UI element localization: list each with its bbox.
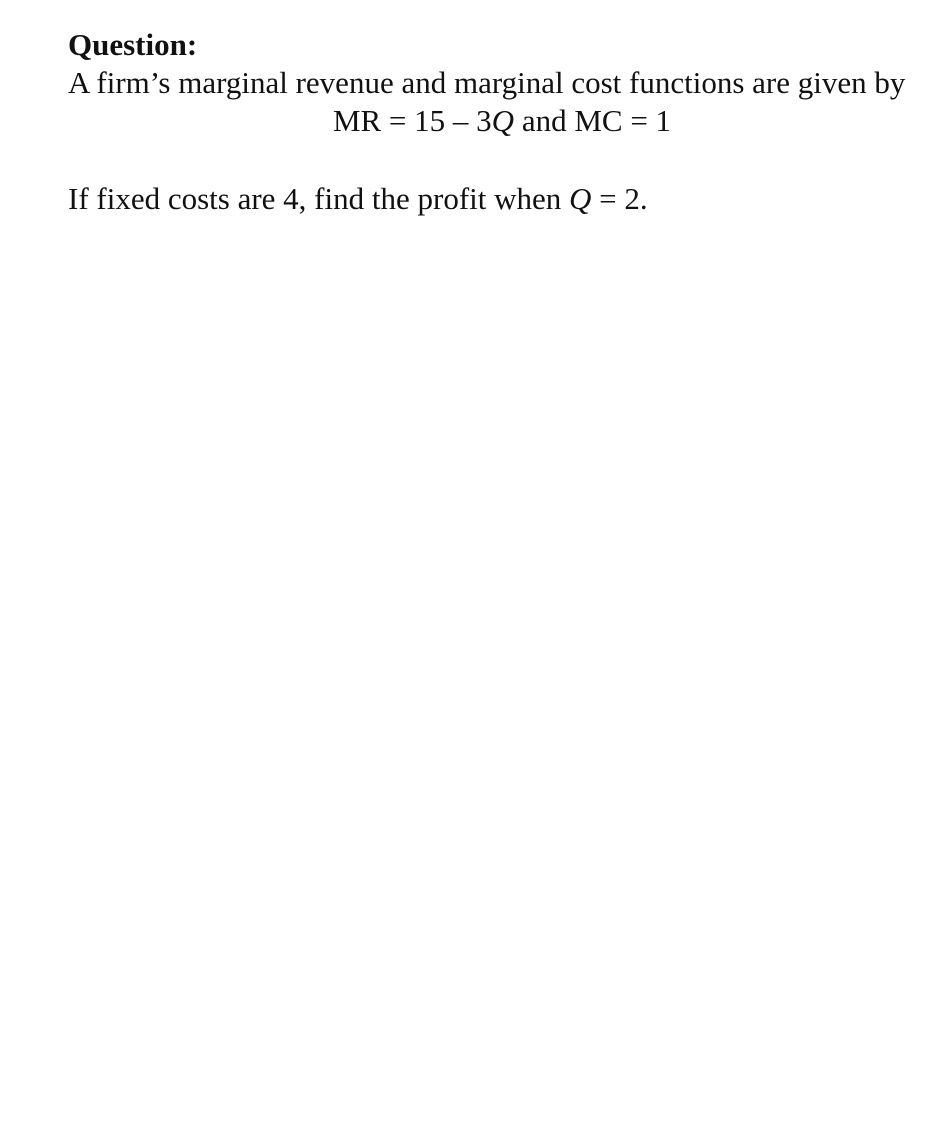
question-intro: A firm’s marginal revenue and marginal cost functions are given by [68, 65, 906, 100]
mc-equation: MC = 1 [574, 103, 672, 138]
mr-equation-variable: Q [491, 103, 515, 138]
question-document [68, 26, 928, 249]
question-task [68, 180, 928, 218]
task-variable: Q [569, 181, 592, 216]
question-heading: Question: [68, 27, 198, 62]
task-text-after: = 2. [591, 181, 648, 216]
equation-connector: and [514, 103, 575, 138]
mr-equation-lhs: MR = 15 – 3 [332, 103, 492, 138]
task-text-before: If fixed costs are 4, find the profit when [68, 181, 570, 216]
mr-mc-equation [68, 102, 928, 140]
